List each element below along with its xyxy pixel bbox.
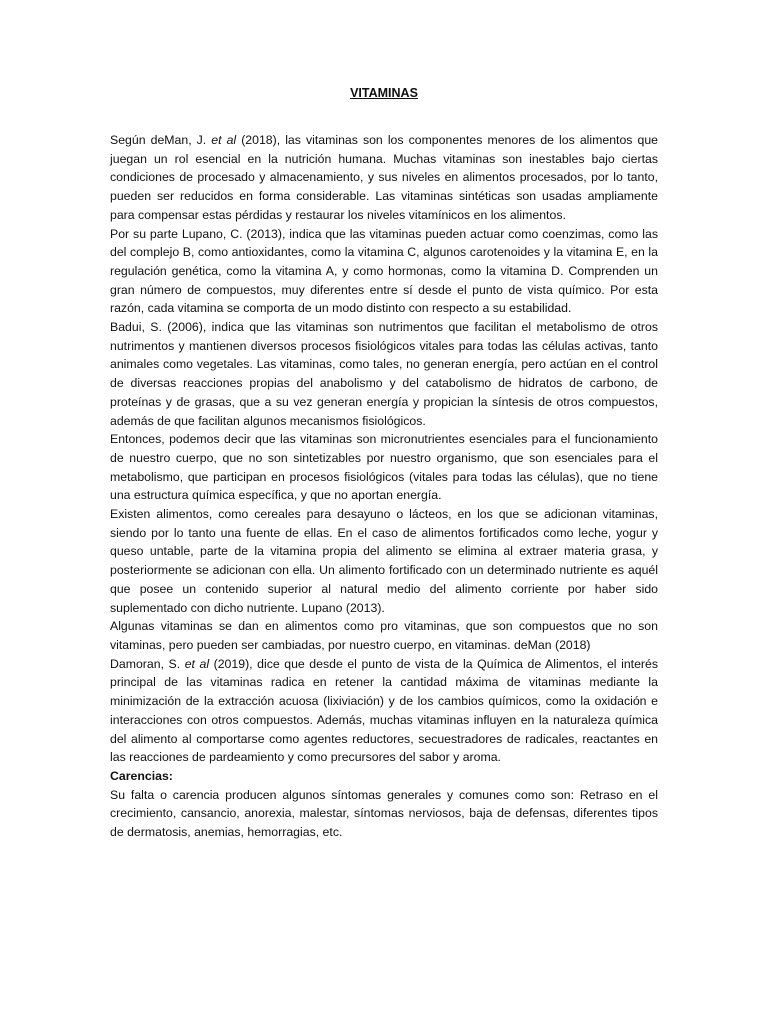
paragraph-lupano: Por su parte Lupano, C. (2013), indica que las vitaminas pueden actuar como coenzimas, como las del complejo B, como antioxidantes, como la vitamina C, algunos carotenoides y la vitamina E, en la regulación genética, como la vitamina A, y como hormonas, como la vitamina D. Comprenden un gran número de compuestos, muy diferentes entre sí desde el punto de vista químico. Por esta razón, cada vitamina se comporta de un modo distinto con respecto a su estabilidad. <box>110 226 658 316</box>
paragraph-deman-rest: (2018), las vitaminas son los componentes menores de los alimentos que juegan un rol esencial en la nutrición humana. Muchas vitaminas son inestables bajo ciertas condiciones de procesado y almacenamiento, y sus niveles en alimentos procesados, por lo tanto, pueden ser reducidos en forma considerable. Las vitaminas sintéticas son usadas ampliamente para compensar estas pérdidas y restaurar los niveles vitamínicos en los alimentos. <box>110 133 659 222</box>
document-title: VITAMINAS <box>350 86 418 100</box>
document-page <box>110 84 658 842</box>
paragraph-damoran <box>110 655 658 767</box>
paragraph-entonces: Entonces, podemos decir que las vitaminas son micronutrientes esenciales para el funcionamiento de nuestro cuerpo, que no son sintetizables por nuestro organismo, que son esenciales para el metabolismo, que participan en procesos fisiológicos (vitales para todas las células), que no tiene una estructura química específica, y que no aportan energía. <box>110 432 658 503</box>
paragraph-deman <box>110 131 658 225</box>
paragraph-badui: Badui, S. (2006), indica que las vitaminas son nutrimentos que facilitan el metabolismo de otros nutrimentos y mantienen diversos procesos fisiológicos vitales para todas las células activas, tanto animales como vegetales. Las vitaminas, como tales, no generan energía, pero actúan en el control de diversas reacciones propias del anabolismo y del catabolismo de hidratos de carbono, de proteínas y de grasas, que a su vez generan energía y propician la síntesis de otros compuestos, además de que facilitan algunos mecanismos fisiológicos. <box>110 320 658 428</box>
paragraph-deman-start: Según deMan, J. <box>110 133 212 147</box>
paragraph-damoran-rest: (2019), dice que desde el punto de vista de la Química de Alimentos, el interés principal de las vitaminas radica en retener la cantidad máxima de vitaminas mediante la minimización de la extracción acuosa (lixiviación) y de los cambios químicos, como la oxidación e interacciones con otros compuestos. Además, muchas vitaminas influyen en la naturaleza química del alimento al comportarse como agentes reductores, secuestradores de radicales, reactantes en las reacciones de pardeamiento y como precursores del sabor y aroma. <box>110 656 658 765</box>
paragraph-carencias: Su falta o carencia producen algunos síntomas generales y comunes como son: Retraso en el crecimiento, cansancio, anorexia, malestar, síntomas nerviosos, baja de defensas, diferentes tipos de dermatosis, anemias, hemorragias, etc. <box>110 787 658 840</box>
et-al-italic: et al <box>211 133 237 147</box>
paragraph-damoran-start: Damoran, S. <box>110 656 185 671</box>
heading-carencias: Carencias: <box>110 768 173 783</box>
et-al-italic: et al <box>184 656 210 671</box>
paragraph-provitaminas: Algunas vitaminas se dan en alimentos como pro vitaminas, que son compuestos que no son vitaminas, pero pueden ser cambiadas, por nuestro cuerpo, en vitaminas. deMan (2018) <box>110 619 658 652</box>
paragraph-existen: Existen alimentos, como cereales para desayuno o lácteos, en los que se adicionan vitaminas, siendo por lo tanto una fuente de ellas. En el caso de alimentos fortificados como leche, yogur y queso untable, parte de la vitamina propia del alimento se elimina al extraer materia grasa, y posteriormente se adicionan con ella. Un alimento fortificado con un determinado nutriente es aquél que posee un contenido superior al natural medio del alimento corriente por haber sido suplementado con dicho nutriente. Lupano (2013). <box>110 507 658 615</box>
